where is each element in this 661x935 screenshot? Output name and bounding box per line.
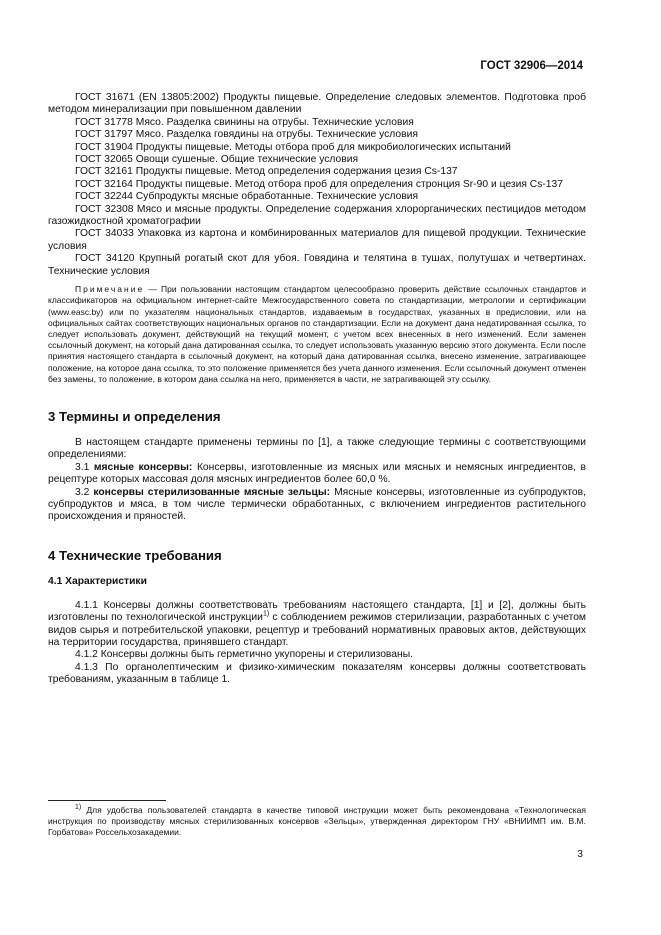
reference-item: ГОСТ 32244 Субпродукты мясные обработанные. Технические условия [75, 191, 419, 203]
term-text: Мясные консервы, изготовленные из субпродуктов, субпродуктов и мяса, в том числе термически обработанных, с включением ингредиентов растительного происхождения и пряностей. [48, 486, 586, 523]
standard-header: ГОСТ 32906—2014 [480, 60, 583, 72]
footnote [48, 805, 586, 839]
section-3-intro: В настоящем стандарте применены термины по [1], а также следующие термины с соответствующими определениями: [48, 436, 586, 461]
footnote-mark: 1) [75, 804, 82, 812]
requirement-paragraph: 4.1.2 Консервы должны быть герметично укупорены и стерилизованы. [75, 649, 413, 661]
requirement-text: с соблюдением режимов стерилизации, разработанных с учетом видов сырья и потребительской упаковки, рецептур и требований нормативных правовых актов, действующих на территории государства, принявшего стандарт. [48, 612, 587, 648]
footnote-reference: 1) [262, 610, 270, 618]
note-paragraph [48, 284, 586, 385]
note-text: — При пользовании настоящим стандартом целесообразно проверить действие ссылочных стандартов и классификаторов на официальном интернет-сайте Межгосударственного совета по стандартизации, метрологии и сертификации (www.easc.by) или по указателям национальных стандартов, издаваемым в государствах, указанных в предисловии, или на официальных сайтах соответствующих национальных органов по стандартизации. Если на документ дана недатированная ссылка, то следует использовать документ, действующий на текущий момент, с учетом всех внесенных в него изменений. Если заменен ссылочный документ, на который дана датированная ссылка, то следует использовать указанную версию этого документа. Если после принятия настоящего стандарта в ссылочный документ, на который дана датированная ссылка, внесено изменение, затрагивающее положение, на которое дана ссылка, то это положение применяется без учета данного изменения. Если ссылочный документ отменен без замены, то положение, в котором дана ссылка на него, применяется в части, не затрагивающей эту ссылку. [48, 284, 586, 384]
term-number: 3.2 [75, 486, 90, 498]
reference-item: ГОСТ 34033 Упаковка из картона и комбинированных материалов для пищевой продукции. Технические условия [48, 228, 586, 252]
reference-item: ГОСТ 32164 Продукты пищевые. Метод отбора проб для определения стронция Sr-90 и цезия Cs-137 [75, 178, 563, 190]
references-list [48, 92, 586, 278]
term-definition [48, 462, 586, 487]
page-number: 3 [577, 849, 583, 860]
reference-item: ГОСТ 31904 Продукты пищевые. Методы отбора проб для микробиологических испытаний [75, 141, 511, 153]
reference-item: ГОСТ 32161 Продукты пищевые. Метод определения содержания цезия Cs-137 [75, 166, 458, 178]
reference-item: ГОСТ 32065 Овощи сушеные. Общие технические условия [75, 154, 359, 166]
subsection-heading: 4.1 Характеристики [48, 575, 147, 587]
term-name: консервы стерилизованные мясные зельцы: [93, 486, 331, 498]
term-definition [48, 487, 586, 524]
section-3-heading: 3 Термины и определения [48, 408, 221, 424]
term-number: 3.1 [75, 461, 90, 473]
reference-item: ГОСТ 34120 Крупный рогатый скот для убоя. Говядина и телятина в тушах, полутушах и четвертинах. Технические условия [48, 253, 586, 277]
reference-item: ГОСТ 31797 Мясо. Разделка говядины на отрубы. Технические условия [75, 129, 418, 141]
page-content [48, 92, 586, 687]
term-name: мясные консервы: [93, 461, 193, 473]
footnote-divider [48, 800, 166, 801]
term-text: Консервы, изготовленные из мясных или мясных и немясных ингредиентов, в рецептуре которых массовая доля мясных ингредиентов более 60,0 %. [48, 461, 586, 486]
requirement-text: 4.1.1 Консервы должны соответствовать требованиям настоящего стандарта, [1] и [2], должны быть изготовлены по технологической инструкции [48, 599, 586, 624]
reference-item: ГОСТ 32308 Мясо и мясные продукты. Определение содержания хлорорганических пестицидов методом газожидкостной хроматографии [48, 203, 586, 228]
section-4-heading: 4 Технические требования [48, 547, 222, 563]
footnote-text: Для удобства пользователей стандарта в качестве типовой инструкции может быть рекомендована «Технологическая инструкция по производству мясных стерилизованных консервов «Зельцы», утвержденная директором ГНУ «ВНИИМП им. В.М. Горбатова» Россельхозакадемии. [48, 805, 586, 838]
requirement-paragraph [48, 600, 586, 650]
reference-item: ГОСТ 31671 (EN 13805:2002) Продукты пищевые. Определение следовых элементов. Подготовка проб методом минерализации при повышенном давлении [48, 92, 586, 116]
note-label: Примечание [75, 284, 145, 295]
requirement-paragraph: 4.1.3 По органолептическим и физико-химическим показателям консервы должны соответствовать требованиям, указанным в таблице 1. [48, 661, 586, 686]
reference-item: ГОСТ 31778 Мясо. Разделка свинины на отрубы. Технические условия [75, 116, 414, 128]
